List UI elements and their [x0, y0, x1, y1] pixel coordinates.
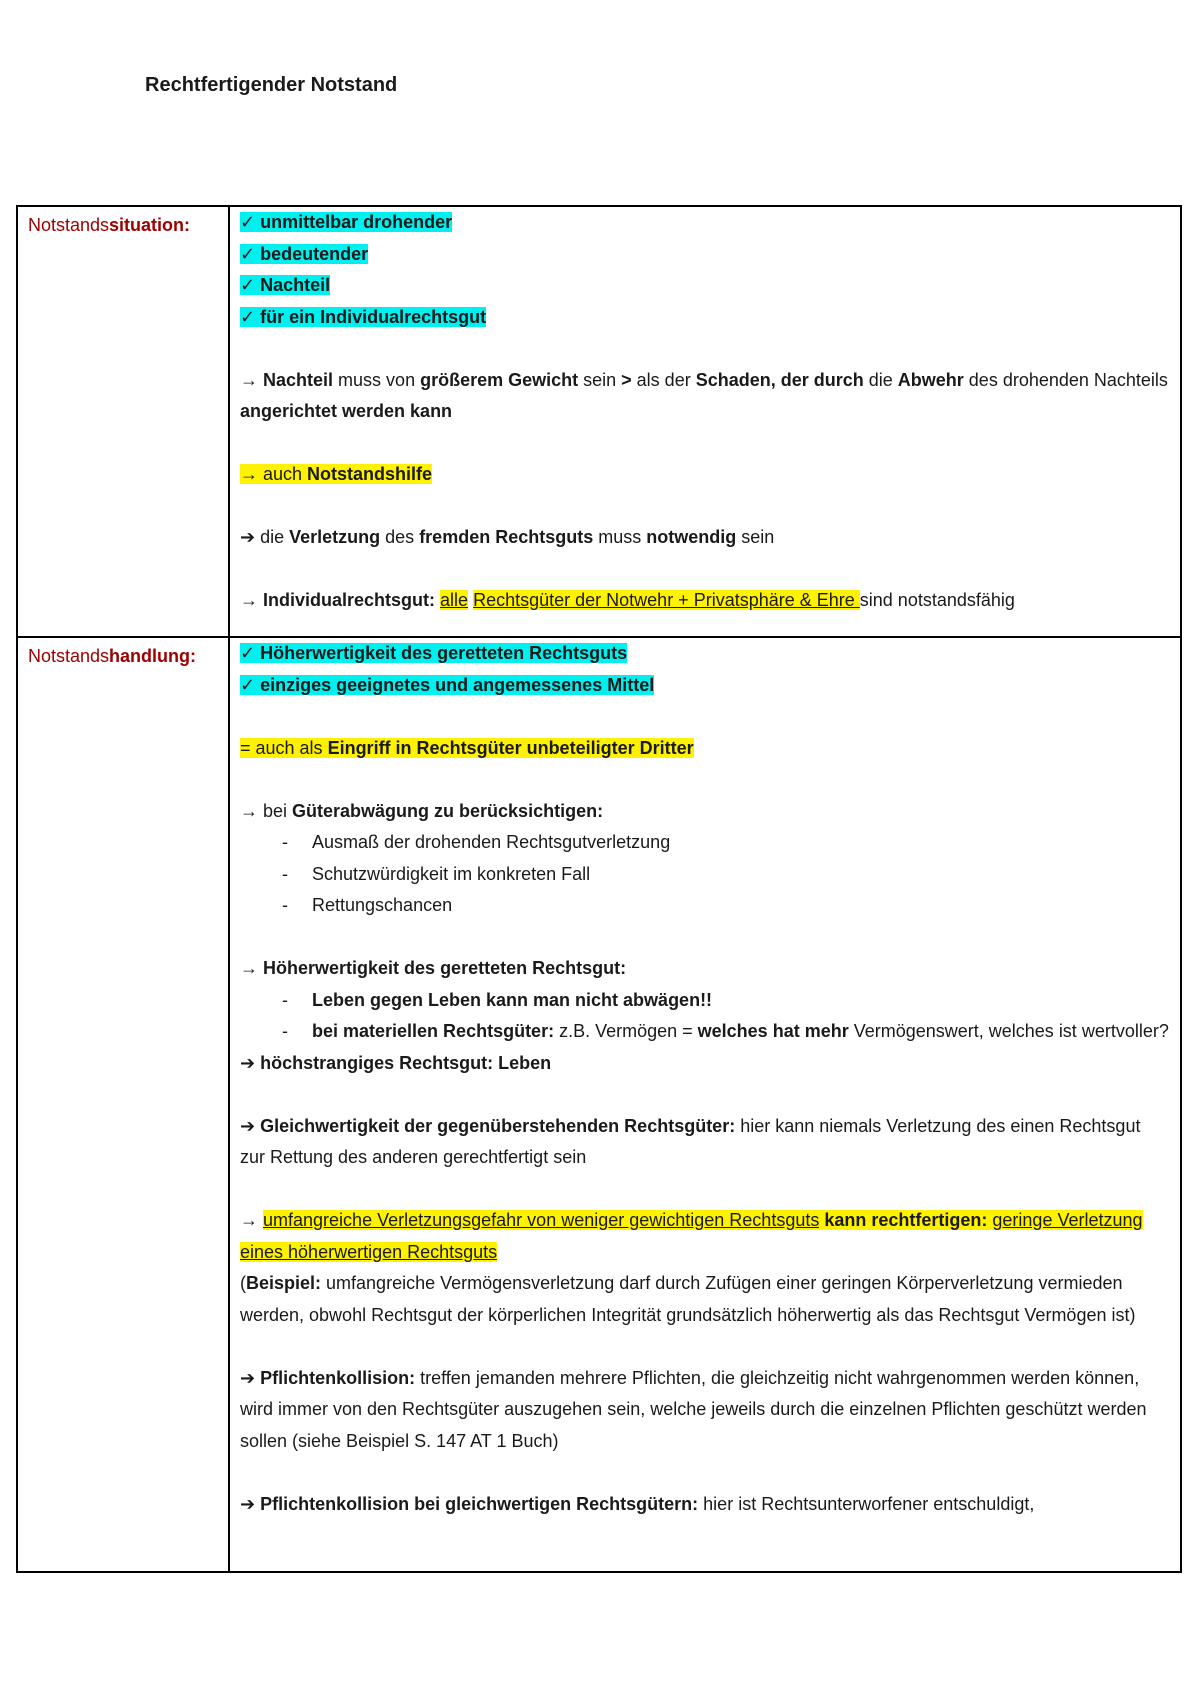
text-run: Nachteil — [263, 369, 334, 390]
text-run: = auch als — [240, 737, 328, 758]
row-content — [240, 638, 1170, 1571]
row-label-text — [28, 641, 218, 673]
text-run: → — [240, 369, 264, 390]
text-run: handlung: — [109, 646, 197, 666]
blank-line — [240, 701, 1170, 733]
text-run: größerem Gewicht — [420, 369, 579, 390]
text-run: Schutzwürdigkeit im konkreten Fall — [312, 863, 591, 884]
text-run: ✓ Nachteil — [240, 275, 331, 295]
blank-line — [240, 1174, 1170, 1206]
text-run: welches hat mehr — [697, 1021, 849, 1041]
row-label-cell — [17, 206, 229, 637]
list-item — [282, 985, 1170, 1017]
notes-table — [16, 205, 1182, 1573]
table-row — [17, 206, 1181, 637]
text-run: fremden Rechtsguts — [419, 527, 594, 547]
text-run: ➔ — [240, 1052, 261, 1073]
paragraph — [240, 207, 1170, 239]
text-run: hier kann niemals Verletzung des einen Rechtsgut zur Rettung des anderen gerechtfertigt sein — [240, 1115, 1141, 1167]
text-run: umfangreiche Verletzungsgefahr von weniger gewichtigen Rechtsguts — [263, 1210, 820, 1230]
paragraph — [240, 953, 1170, 985]
text-run: als der — [631, 369, 696, 390]
row-label — [28, 210, 218, 636]
row-label-text — [28, 210, 218, 242]
paragraph — [240, 522, 1170, 554]
text-run: Vermögenswert, welches ist wertvoller? — [848, 1021, 1169, 1041]
blank-line — [240, 491, 1170, 523]
text-run: die — [863, 369, 898, 390]
blank-line — [240, 1457, 1170, 1489]
blank-line — [240, 922, 1170, 954]
text-run: hier ist Rechtsunterworfener entschuldigt, — [698, 1493, 1035, 1514]
paragraph — [240, 1111, 1170, 1174]
text-run: → auch — [240, 464, 308, 484]
text-run: → — [240, 1210, 264, 1230]
page-title: Rechtfertigender Notstand — [145, 74, 398, 96]
dash-list — [240, 827, 1170, 922]
text-run: ➔ — [240, 1367, 261, 1388]
text-run: > — [621, 369, 632, 390]
blank-line — [240, 333, 1170, 365]
text-run: Pflichtenkollision bei gleichwertigen Rechtsgütern: — [260, 1493, 699, 1514]
text-run: höchstrangiges Rechtsgut: Leben — [260, 1052, 552, 1073]
text-run: angerichtet werden kann — [240, 401, 453, 421]
text-run: ➔ — [240, 1115, 261, 1136]
text-run: sein — [578, 369, 622, 390]
blank-line — [240, 554, 1170, 586]
text-run: Notstandshilfe — [307, 464, 433, 484]
text-run: Beispiel: — [246, 1273, 322, 1293]
paragraph — [240, 585, 1170, 617]
row-content-cell — [229, 206, 1181, 637]
text-run: ✓ bedeutender — [240, 243, 369, 264]
dash-list — [240, 985, 1170, 1048]
text-run: Rechtsgüter der Notwehr + Privatsphäre & Ehre — [473, 590, 860, 610]
text-run: ✓ Höherwertigkeit des geretteten Rechtsguts — [240, 643, 628, 663]
text-run: ➔ — [240, 527, 261, 547]
text-run: → — [240, 590, 264, 610]
paragraph — [240, 302, 1170, 334]
text-run: Schaden, der durch — [695, 369, 864, 390]
table-row — [17, 637, 1181, 1572]
text-run: Pflichtenkollision: — [260, 1367, 416, 1388]
paragraph — [240, 733, 1170, 765]
text-run: ✓ einziges geeignetes und angemessenes Mittel — [240, 674, 655, 695]
row-content — [240, 207, 1170, 636]
text-run: des drohenden Nachteils — [963, 369, 1168, 390]
text-run: Rettungschancen — [312, 895, 453, 915]
text-run: Abwehr — [897, 369, 964, 390]
text-run: ✓ unmittelbar drohender — [240, 212, 453, 232]
paragraph — [240, 365, 1170, 428]
text-run: umfangreiche Vermögensverletzung darf durch Zufügen einer geringen Körperverletzung vermieden werden, obwohl Rechtsgut der körperlichen Integrität grundsätzlich höherwertig als das Rechtsgut Vermögen ist) — [240, 1273, 1136, 1325]
paragraph — [240, 1048, 1170, 1080]
paragraph — [240, 459, 1170, 491]
text-run: sind notstandsfähig — [859, 590, 1015, 610]
text-run: sein — [736, 527, 775, 547]
paragraph — [240, 1268, 1170, 1331]
row-label — [28, 641, 218, 1571]
text-run: ✓ für ein Individualrechtsgut — [240, 306, 487, 327]
list-item — [282, 859, 1170, 891]
text-run: ( — [240, 1273, 246, 1293]
text-run: geringe Verletzung eines höherwertigen Rechtsguts — [240, 1210, 1143, 1262]
list-item — [282, 1016, 1170, 1048]
text-run: → — [240, 958, 264, 978]
blank-line — [240, 428, 1170, 460]
text-run: Güterabwägung zu berücksichtigen: — [292, 800, 604, 821]
text-run: z.B. Vermögen = — [554, 1021, 698, 1041]
text-run: Notstands — [28, 215, 110, 235]
text-run: Notstands — [28, 646, 110, 666]
list-item — [282, 890, 1170, 922]
blank-line — [240, 1079, 1170, 1111]
list-item — [282, 827, 1170, 859]
text-run: → bei — [240, 800, 293, 821]
text-run: treffen jemanden mehrere Pflichten, die gleichzeitig nicht wahrgenommen werden können, wird immer von den Rechtsgüter auszugehen sein, welche jeweils durch die einzelnen Pflichten geschützt werden sollen (siehe Beispiel S. 147 AT 1 Buch) — [240, 1367, 1147, 1451]
text-run: Individualrechtsgut: — [263, 590, 436, 610]
text-run: situation: — [109, 215, 191, 235]
text-run: Eingriff in Rechtsgüter unbeteiligter Dritter — [327, 737, 694, 758]
row-label-cell — [17, 637, 229, 1572]
paragraph — [240, 670, 1170, 702]
paragraph — [240, 1489, 1170, 1521]
text-run: bei materiellen Rechtsgüter: — [312, 1021, 555, 1041]
paragraph — [240, 638, 1170, 670]
text-run: ➔ — [240, 1493, 261, 1514]
text-run: muss von — [333, 369, 421, 390]
text-run: Verletzung — [289, 527, 381, 547]
blank-line — [240, 764, 1170, 796]
text-run: Höherwertigkeit des geretteten Rechtsgut: — [263, 958, 627, 978]
text-run: alle — [440, 590, 469, 610]
paragraph — [240, 239, 1170, 271]
paragraph — [240, 1205, 1170, 1268]
text-run: des — [380, 527, 420, 547]
blank-line — [240, 1331, 1170, 1363]
text-run: Gleichwertigkeit der gegenüberstehenden Rechtsgüter: — [260, 1115, 736, 1136]
text-run: Leben gegen Leben kann man nicht abwägen!! — [312, 989, 713, 1010]
paragraph — [240, 1363, 1170, 1458]
text-run: die — [260, 527, 290, 547]
row-content-cell — [229, 637, 1181, 1572]
paragraph — [240, 796, 1170, 828]
paragraph — [240, 270, 1170, 302]
text-run: Ausmaß der drohenden Rechtsgutverletzung — [312, 832, 671, 852]
text-run: kann rechtfertigen: — [819, 1210, 988, 1230]
text-run: notwendig — [646, 527, 737, 547]
text-run: muss — [593, 527, 647, 547]
